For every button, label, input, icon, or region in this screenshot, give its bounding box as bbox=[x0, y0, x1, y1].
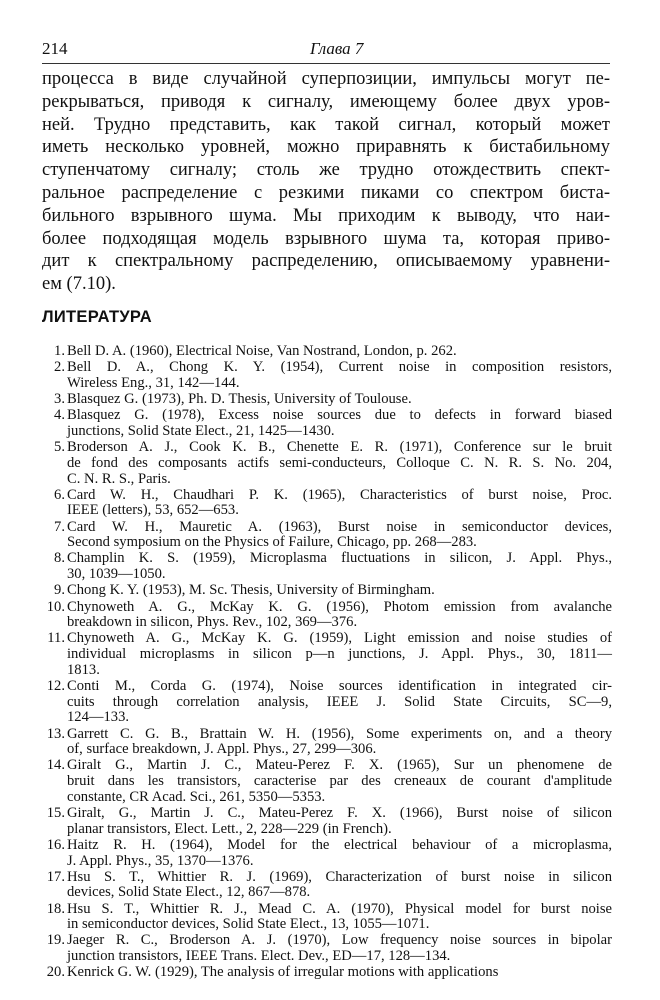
reference-item bbox=[20, 679, 612, 726]
reference-number: 7. bbox=[54, 518, 65, 535]
reference-item bbox=[20, 360, 612, 391]
reference-item bbox=[20, 806, 612, 837]
reference-text-line: Blasquez G. (1978), Excess noise sources due to defects in forward biased bbox=[67, 407, 612, 424]
body-paragraph bbox=[42, 68, 610, 296]
reference-text-line: Chynoweth A. G., McKay K. G. (1959), Light emission and noise studies of bbox=[67, 630, 612, 647]
header-rule bbox=[42, 63, 610, 64]
reference-number: 6. bbox=[54, 486, 65, 503]
reference-text-line: Blasquez G. (1973), Ph. D. Thesis, University of Toulouse. bbox=[67, 391, 412, 408]
body-line: более подходящая модель взрывного шума та, которая приво- bbox=[42, 228, 610, 249]
reference-item bbox=[20, 727, 612, 758]
reference-item bbox=[20, 870, 612, 901]
chapter-title: Глава 7 bbox=[310, 39, 364, 58]
reference-text-line: 124—133. bbox=[67, 709, 130, 726]
body-line: бильного взрывного шума. Мы приходим к выводу, что наи- bbox=[42, 205, 610, 226]
body-line: ступенчатому сигналу; столь же трудно отождествить спект- bbox=[42, 160, 610, 181]
reference-text-line: Bell D. A., Chong K. Y. (1954), Current noise in composition resistors, bbox=[67, 359, 612, 376]
reference-text-line: breakdown in silicon, Phys. Rev., 102, 369—376. bbox=[67, 614, 358, 631]
page-number: 214 bbox=[42, 39, 68, 58]
section-title-references: ЛИТЕРАТУРА bbox=[42, 308, 152, 326]
reference-text-line: 1813. bbox=[67, 661, 100, 678]
reference-item bbox=[20, 392, 612, 408]
reference-text-line: junction transistors, IEEE Trans. Elect. Dev., ED—17, 128—134. bbox=[67, 948, 451, 965]
reference-text-line: Jaeger R. C., Broderson A. J. (1970), Low frequency noise sources in bipolar bbox=[67, 932, 612, 949]
reference-text-line: Card W. H., Mauretic A. (1963), Burst noise in semiconductor devices, bbox=[67, 518, 612, 535]
reference-text-line: Kenrick G. W. (1929), The analysis of irregular motions with applications bbox=[67, 964, 499, 981]
reference-number: 11. bbox=[47, 630, 65, 647]
reference-number: 1. bbox=[54, 343, 65, 359]
reference-item bbox=[20, 838, 612, 869]
reference-item bbox=[20, 583, 612, 599]
body-line: дит к спектральному распределению, описываемому уравнени- bbox=[42, 251, 610, 272]
reference-text-line: 30, 1039—1050. bbox=[67, 566, 166, 583]
reference-item bbox=[20, 758, 612, 805]
reference-text-line: Giralt, G., Martin J. C., Mateu-Perez F. X. (1966), Burst noise of silicon bbox=[67, 804, 612, 821]
reference-text-line: C. N. R. S., Paris. bbox=[67, 470, 171, 487]
reference-text-line: de fond des composants actifs semi-conducteurs, Colloque C. N. R. S. No. 204, bbox=[67, 454, 612, 471]
reference-text-line: Hsu S. T., Whittier R. J. (1969), Characterization of burst noise in silicon bbox=[67, 868, 612, 885]
reference-item bbox=[20, 965, 612, 981]
reference-text-line: of, surface breakdown, J. Appl. Phys., 27, 299—306. bbox=[67, 741, 377, 758]
reference-number: 13. bbox=[46, 725, 65, 742]
reference-number: 12. bbox=[46, 677, 65, 694]
reference-item bbox=[20, 902, 612, 933]
reference-text-line: bruit dans les transistors, caracterise par des creneaux de courant d'amplitude bbox=[67, 773, 612, 790]
reference-number: 3. bbox=[54, 391, 65, 408]
reference-text-line: devices, Solid State Elect., 12, 867—878. bbox=[67, 884, 311, 901]
body-line: ральное распределение с резкими пиками со спектром биста- bbox=[42, 182, 610, 203]
reference-item bbox=[20, 631, 612, 678]
reference-item bbox=[20, 488, 612, 519]
reference-text-line: Card W. H., Chaudhari P. K. (1965), Characteristics of burst noise, Proc. bbox=[67, 486, 612, 503]
reference-text-line: Chynoweth A. G., McKay K. G. (1956), Photom emission from avalanche bbox=[67, 598, 612, 615]
reference-number: 20. bbox=[46, 964, 65, 981]
reference-text-line: junctions, Solid State Elect., 21, 1425—1430. bbox=[67, 422, 335, 439]
reference-text-line: Champlin K. S. (1959), Microplasma fluctuations in silicon, J. Appl. Phys., bbox=[67, 550, 612, 567]
reference-number: 18. bbox=[46, 900, 65, 917]
reference-text-line: Second symposium on the Physics of Failure, Chicago, pp. 268—283. bbox=[67, 534, 477, 551]
reference-text-line: individual microplasms in silicon p—n junctions, J. Appl. Phys., 30, 1811— bbox=[67, 646, 612, 663]
reference-number: 8. bbox=[54, 550, 65, 567]
reference-text-line: J. Appl. Phys., 35, 1370—1376. bbox=[67, 852, 254, 869]
reference-text-line: Giralt G., Martin J. C., Mateu-Perez F. X. (1965), Sur un phenomene de bbox=[67, 757, 612, 774]
running-header bbox=[42, 39, 610, 61]
reference-number: 17. bbox=[46, 868, 65, 885]
body-line: иметь несколько уровней, можно приравнять к бистабильному bbox=[42, 137, 610, 158]
reference-item bbox=[20, 408, 612, 439]
reference-number: 16. bbox=[46, 836, 65, 853]
reference-item bbox=[20, 520, 612, 551]
reference-text-line: constante, CR Acad. Sci., 261, 5350—5353. bbox=[67, 788, 326, 805]
reference-number: 15. bbox=[46, 804, 65, 821]
reference-number: 14. bbox=[46, 757, 65, 774]
body-line: ней. Трудно представить, как такой сигнал, который может bbox=[42, 114, 610, 135]
reference-number: 4. bbox=[54, 407, 65, 424]
reference-number: 19. bbox=[46, 932, 65, 949]
reference-text-line: Wireless Eng., 31, 142—144. bbox=[67, 374, 240, 391]
reference-text-line: Garrett C. G. B., Brattain W. H. (1956), Some experiments on, and a theory bbox=[67, 725, 612, 742]
reference-number: 9. bbox=[54, 582, 65, 599]
reference-item bbox=[20, 551, 612, 582]
reference-text-line: in semiconductor devices, Solid State Elect., 13, 1055—1071. bbox=[67, 916, 430, 933]
reference-text-line: Haitz R. H. (1964), Model for the electrical behaviour of a microplasma, bbox=[67, 836, 612, 853]
body-line: ем (7.10). bbox=[42, 274, 116, 295]
reference-number: 10. bbox=[46, 598, 65, 615]
reference-text-line: Hsu S. T., Whittier R. J., Mead C. A. (1970), Physical model for burst noise bbox=[67, 900, 612, 917]
reference-item bbox=[20, 600, 612, 631]
reference-text-line: Conti M., Corda G. (1974), Noise sources identification in integrated cir- bbox=[67, 677, 612, 694]
reference-number: 2. bbox=[54, 359, 65, 376]
body-line: рекрываться, приводя к сигналу, имеющему более двух уров- bbox=[42, 91, 610, 112]
reference-text-line: planar transistors, Elect. Lett., 2, 228—229 (in French). bbox=[67, 820, 392, 837]
reference-text-line: Chong K. Y. (1953), M. Sc. Thesis, University of Birmingham. bbox=[67, 582, 435, 599]
reference-text-line: cuits through correlation analysis, IEEE J. Solid State Circuits, SC—9, bbox=[67, 693, 612, 710]
reference-text-line: Bell D. A. (1960), Electrical Noise, Van Nostrand, London, p. 262. bbox=[67, 343, 457, 359]
reference-text-line: Broderson A. J., Cook K. B., Chenette E. R. (1971), Conference sur le bruit bbox=[67, 439, 612, 456]
body-line: процесса в виде случайной суперпозиции, импульсы могут пе- bbox=[42, 69, 610, 89]
reference-number: 5. bbox=[54, 439, 65, 456]
reference-item bbox=[20, 933, 612, 964]
reference-item bbox=[20, 344, 612, 360]
reference-list bbox=[20, 344, 612, 982]
reference-item bbox=[20, 440, 612, 487]
reference-text-line: IEEE (letters), 53, 652—653. bbox=[67, 502, 239, 519]
